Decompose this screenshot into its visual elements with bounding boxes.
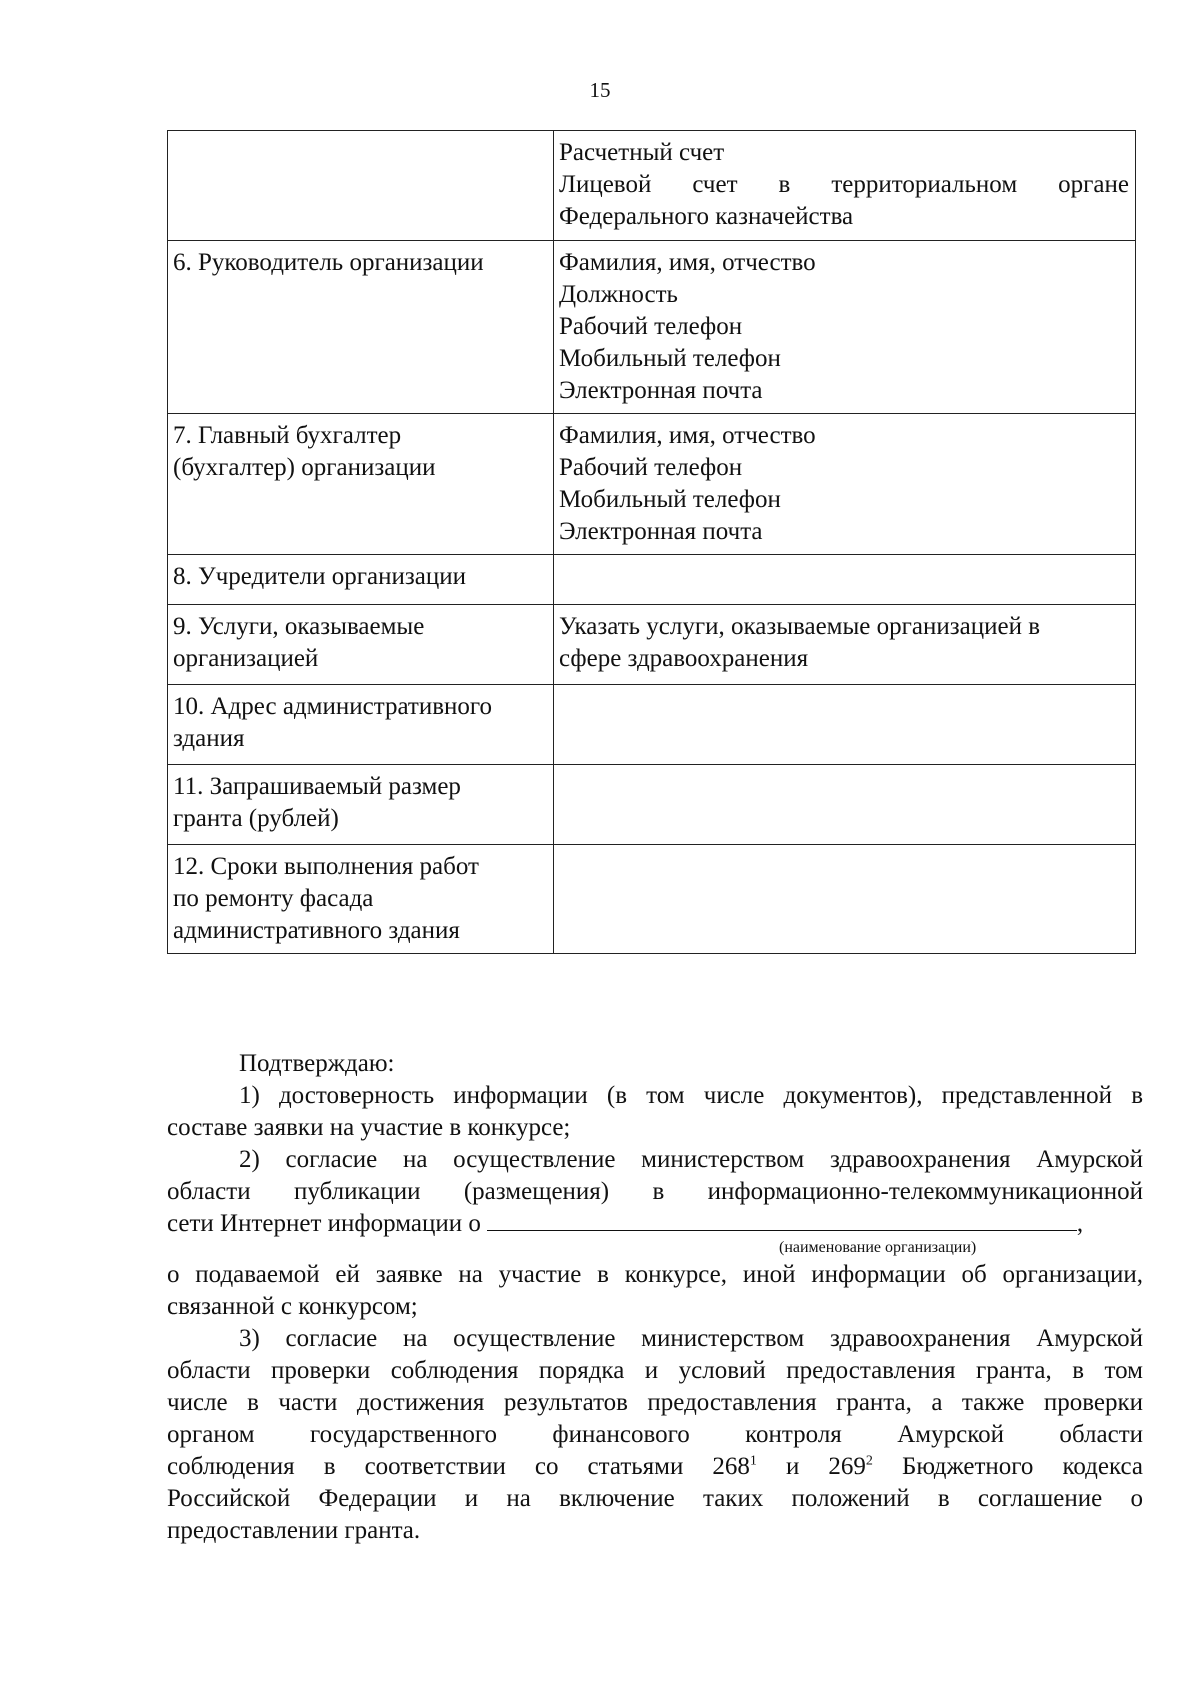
table-row	[168, 605, 1136, 685]
table-row	[168, 414, 1136, 555]
table-row	[168, 685, 1136, 765]
field-value-cell	[554, 241, 1136, 414]
field-value-line: Рабочий телефон	[559, 454, 743, 481]
field-label-line: (бухгалтер) организации	[173, 454, 436, 481]
item-3-line-5-a: соблюдения в соответствии со статьями 268	[167, 1453, 750, 1480]
item-3-line-5	[167, 1451, 1143, 1483]
item-3-line-5-b: и 269	[756, 1453, 866, 1480]
item-3-line-3: числе в части достижения результатов предоставления гранта, а также проверки	[167, 1389, 1143, 1416]
table-row	[168, 845, 1136, 954]
field-label-line: 8. Учредители организации	[173, 563, 466, 590]
statement-item-1	[167, 1080, 1143, 1144]
item-2-line-1: 2) согласие на осуществление министерством здравоохранения Амурской	[239, 1146, 1143, 1173]
field-label-cell	[168, 131, 554, 241]
statement-item-2	[167, 1144, 1143, 1323]
field-label-line: 9. Услуги, оказываемые	[173, 613, 425, 640]
item-3-line-2: области проверки соблюдения порядка и условий предоставления гранта, в том	[167, 1357, 1143, 1384]
field-label-line: по ремонту фасада	[173, 885, 374, 912]
field-label-line: здания	[173, 725, 245, 752]
item-2-line-5: связанной с конкурсом;	[167, 1293, 418, 1320]
field-value-cell	[554, 765, 1136, 845]
field-value-line: Рабочий телефон	[559, 313, 743, 340]
field-value-line: Фамилия, имя, отчество	[559, 249, 816, 276]
item-3-line-7: предоставлении гранта.	[167, 1517, 421, 1544]
field-label-line: 10. Адрес административного	[173, 693, 493, 720]
field-label-cell	[168, 685, 554, 765]
field-value-cell	[554, 605, 1136, 685]
item-3-line-5-c: Бюджетного кодекса	[872, 1453, 1143, 1480]
statement-heading: Подтверждаю:	[239, 1050, 395, 1077]
item-2-line-3-suffix: ,	[1076, 1210, 1084, 1237]
application-form-table	[167, 130, 1136, 954]
field-value-line: Лицевой счет в территориальном органе	[559, 171, 1129, 198]
field-value-line: Федерального казначейства	[559, 203, 854, 230]
field-label-cell	[168, 845, 554, 954]
field-value-cell	[554, 845, 1136, 954]
page-number: 15	[589, 78, 611, 102]
field-label-line: организацией	[173, 645, 319, 672]
field-value-cell	[554, 131, 1136, 241]
item-1-line-2: составе заявки на участие в конкурсе;	[167, 1114, 571, 1141]
field-label-line: гранта (рублей)	[173, 805, 339, 832]
field-value-line: Фамилия, имя, отчество	[559, 422, 816, 449]
table-row	[168, 131, 1136, 241]
field-value-line: Должность	[559, 281, 678, 308]
field-label-line: 11. Запрашиваемый размер	[173, 773, 461, 800]
item-2-line-3	[167, 1208, 1143, 1240]
item-2-line-3-prefix: сети Интернет информации о	[167, 1210, 481, 1237]
field-label-line: административного здания	[173, 917, 460, 944]
statement-item-3	[167, 1323, 1143, 1547]
footnote-sup-2: 2	[865, 1453, 873, 1469]
field-value-line: Электронная почта	[559, 377, 763, 404]
field-value-cell	[554, 685, 1136, 765]
field-label-line: 6. Руководитель организации	[173, 249, 484, 276]
item-1-line-1: 1) достоверность информации (в том числе документов), представленной в	[239, 1082, 1143, 1109]
field-value-line: Указать услуги, оказываемые организацией в	[559, 613, 1041, 640]
footnote-sup-1: 1	[749, 1453, 757, 1469]
table-row	[168, 765, 1136, 845]
item-3-line-6: Российской Федерации и на включение таких положений в соглашение о	[167, 1485, 1143, 1512]
confirmation-statement	[167, 1048, 1143, 1547]
item-2-line-4: о подаваемой ей заявке на участие в конкурсе, иной информации об организации,	[167, 1261, 1143, 1288]
field-value-line: сфере здравоохранения	[559, 645, 809, 672]
field-value-line: Мобильный телефон	[559, 486, 781, 513]
field-label-cell	[168, 555, 554, 605]
field-value-cell	[554, 555, 1136, 605]
organization-name-blank[interactable]	[487, 1208, 1077, 1231]
field-value-line: Мобильный телефон	[559, 345, 781, 372]
field-label-cell	[168, 414, 554, 555]
organization-name-caption: (наименование организации)	[779, 1239, 977, 1256]
item-3-line-1: 3) согласие на осуществление министерством здравоохранения Амурской	[239, 1325, 1143, 1352]
field-value-cell	[554, 414, 1136, 555]
item-3-line-4: органом государственного финансового контроля Амурской области	[167, 1421, 1143, 1448]
field-label-line: 7. Главный бухгалтер	[173, 422, 402, 449]
field-label-line: 12. Сроки выполнения работ	[173, 853, 479, 880]
field-label-cell	[168, 605, 554, 685]
field-label-cell	[168, 765, 554, 845]
table-row	[168, 241, 1136, 414]
field-value-line: Электронная почта	[559, 518, 763, 545]
item-2-line-2: области публикации (размещения) в информационно-телекоммуникационной	[167, 1178, 1143, 1205]
field-label-cell	[168, 241, 554, 414]
table-row	[168, 555, 1136, 605]
field-value-line: Расчетный счет	[559, 139, 725, 166]
